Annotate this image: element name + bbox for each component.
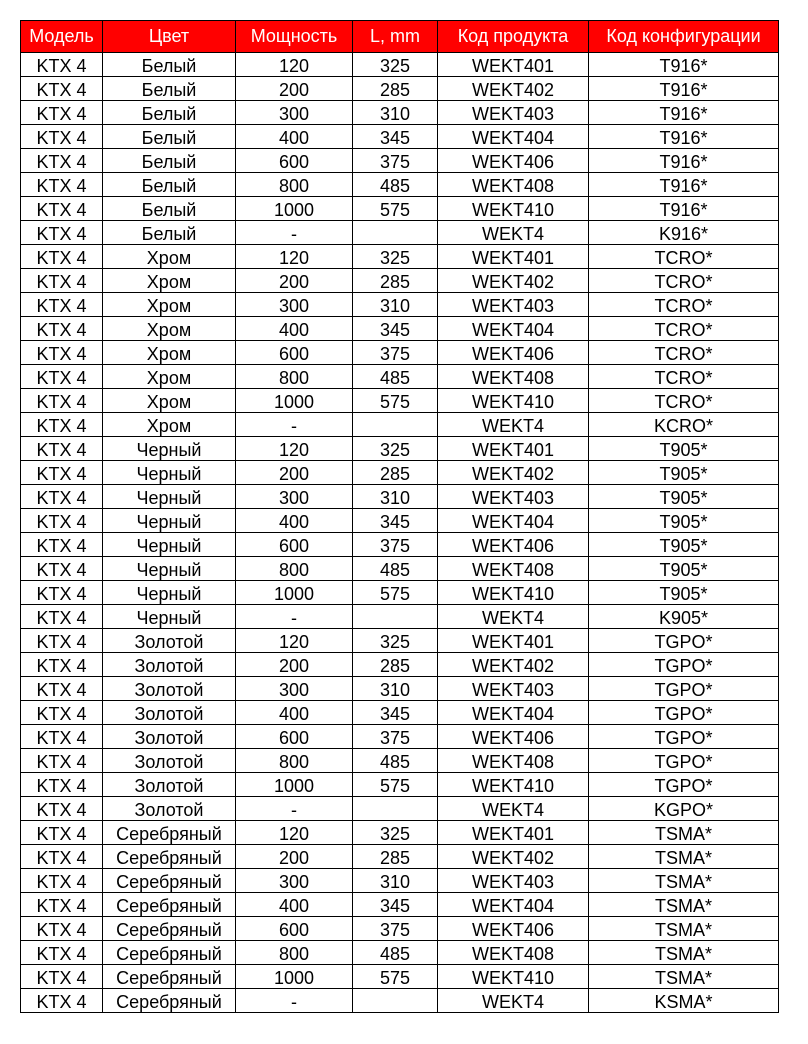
cell-color: Золотой <box>103 629 236 653</box>
cell-config-code: TCRO* <box>589 389 779 413</box>
table-row <box>21 245 779 269</box>
cell-color: Хром <box>103 293 236 317</box>
cell-color: Белый <box>103 53 236 77</box>
cell-length: 485 <box>353 941 438 965</box>
cell-power: 800 <box>236 365 353 389</box>
table-row <box>21 605 779 629</box>
cell-config-code: TGPO* <box>589 725 779 749</box>
cell-product-code: WEKT403 <box>438 677 589 701</box>
cell-config-code: TGPO* <box>589 701 779 725</box>
table-row <box>21 461 779 485</box>
cell-color: Белый <box>103 221 236 245</box>
table-row <box>21 533 779 557</box>
table-row <box>21 389 779 413</box>
cell-config-code: KGPO* <box>589 797 779 821</box>
cell-product-code: WEKT4 <box>438 605 589 629</box>
cell-color: Серебряный <box>103 941 236 965</box>
cell-product-code: WEKT404 <box>438 125 589 149</box>
cell-color: Серебряный <box>103 821 236 845</box>
cell-power: 120 <box>236 629 353 653</box>
cell-length: 345 <box>353 701 438 725</box>
cell-model: KTX 4 <box>21 413 103 437</box>
cell-config-code: TGPO* <box>589 629 779 653</box>
cell-model: KTX 4 <box>21 725 103 749</box>
cell-model: KTX 4 <box>21 149 103 173</box>
cell-config-code: T905* <box>589 509 779 533</box>
table-body <box>21 53 779 1013</box>
cell-length: 575 <box>353 965 438 989</box>
cell-power: 800 <box>236 749 353 773</box>
cell-power: 300 <box>236 101 353 125</box>
cell-config-code: TSMA* <box>589 941 779 965</box>
cell-model: KTX 4 <box>21 917 103 941</box>
table-row <box>21 413 779 437</box>
cell-length <box>353 989 438 1013</box>
cell-product-code: WEKT406 <box>438 149 589 173</box>
cell-color: Черный <box>103 509 236 533</box>
cell-model: KTX 4 <box>21 173 103 197</box>
cell-product-code: WEKT404 <box>438 317 589 341</box>
cell-length <box>353 221 438 245</box>
cell-product-code: WEKT408 <box>438 173 589 197</box>
cell-color: Серебряный <box>103 989 236 1013</box>
table-row <box>21 269 779 293</box>
cell-power: - <box>236 413 353 437</box>
cell-length <box>353 605 438 629</box>
product-sheet <box>20 20 778 1013</box>
cell-model: KTX 4 <box>21 509 103 533</box>
table-row <box>21 509 779 533</box>
cell-config-code: TGPO* <box>589 653 779 677</box>
cell-model: KTX 4 <box>21 653 103 677</box>
cell-color: Белый <box>103 101 236 125</box>
table-row <box>21 797 779 821</box>
cell-model: KTX 4 <box>21 437 103 461</box>
table-row <box>21 365 779 389</box>
cell-model: KTX 4 <box>21 53 103 77</box>
cell-color: Белый <box>103 149 236 173</box>
cell-length: 285 <box>353 653 438 677</box>
cell-model: KTX 4 <box>21 845 103 869</box>
table-row <box>21 77 779 101</box>
cell-model: KTX 4 <box>21 629 103 653</box>
cell-length: 285 <box>353 461 438 485</box>
cell-power: 400 <box>236 125 353 149</box>
cell-power: 200 <box>236 77 353 101</box>
cell-product-code: WEKT406 <box>438 341 589 365</box>
cell-model: KTX 4 <box>21 773 103 797</box>
cell-color: Черный <box>103 485 236 509</box>
cell-product-code: WEKT404 <box>438 893 589 917</box>
cell-model: KTX 4 <box>21 749 103 773</box>
cell-color: Черный <box>103 461 236 485</box>
cell-power: 600 <box>236 149 353 173</box>
cell-product-code: WEKT401 <box>438 245 589 269</box>
cell-color: Белый <box>103 197 236 221</box>
cell-power: 120 <box>236 245 353 269</box>
cell-color: Хром <box>103 317 236 341</box>
cell-power: 800 <box>236 173 353 197</box>
table-row <box>21 941 779 965</box>
table-row <box>21 485 779 509</box>
cell-length: 325 <box>353 629 438 653</box>
cell-length: 485 <box>353 749 438 773</box>
cell-power: 300 <box>236 677 353 701</box>
cell-color: Золотой <box>103 773 236 797</box>
cell-product-code: WEKT408 <box>438 365 589 389</box>
cell-length: 575 <box>353 389 438 413</box>
table-row <box>21 197 779 221</box>
cell-length: 575 <box>353 581 438 605</box>
cell-power: 1000 <box>236 773 353 797</box>
cell-product-code: WEKT403 <box>438 869 589 893</box>
cell-length: 285 <box>353 845 438 869</box>
cell-config-code: T916* <box>589 125 779 149</box>
cell-power: - <box>236 797 353 821</box>
header-product-code: Код продукта <box>438 21 589 53</box>
cell-model: KTX 4 <box>21 221 103 245</box>
cell-color: Серебряный <box>103 965 236 989</box>
table-row <box>21 653 779 677</box>
cell-config-code: T905* <box>589 533 779 557</box>
cell-power: 200 <box>236 653 353 677</box>
cell-config-code: TSMA* <box>589 917 779 941</box>
cell-model: KTX 4 <box>21 77 103 101</box>
cell-model: KTX 4 <box>21 365 103 389</box>
cell-product-code: WEKT408 <box>438 557 589 581</box>
table-row <box>21 869 779 893</box>
cell-power: 600 <box>236 533 353 557</box>
cell-product-code: WEKT406 <box>438 917 589 941</box>
cell-length: 310 <box>353 677 438 701</box>
header-row <box>21 21 779 53</box>
cell-config-code: KCRO* <box>589 413 779 437</box>
cell-config-code: TSMA* <box>589 869 779 893</box>
cell-length: 375 <box>353 341 438 365</box>
cell-length: 325 <box>353 437 438 461</box>
cell-product-code: WEKT402 <box>438 461 589 485</box>
cell-model: KTX 4 <box>21 533 103 557</box>
cell-color: Хром <box>103 365 236 389</box>
cell-product-code: WEKT4 <box>438 797 589 821</box>
cell-product-code: WEKT406 <box>438 725 589 749</box>
cell-model: KTX 4 <box>21 581 103 605</box>
cell-length: 325 <box>353 245 438 269</box>
cell-model: KTX 4 <box>21 941 103 965</box>
cell-model: KTX 4 <box>21 197 103 221</box>
cell-product-code: WEKT403 <box>438 485 589 509</box>
cell-color: Хром <box>103 341 236 365</box>
cell-length: 285 <box>353 269 438 293</box>
cell-color: Хром <box>103 413 236 437</box>
cell-length: 375 <box>353 917 438 941</box>
cell-color: Золотой <box>103 749 236 773</box>
cell-color: Серебряный <box>103 869 236 893</box>
cell-product-code: WEKT401 <box>438 629 589 653</box>
cell-config-code: TSMA* <box>589 965 779 989</box>
cell-color: Белый <box>103 125 236 149</box>
cell-config-code: T916* <box>589 173 779 197</box>
cell-power: 1000 <box>236 581 353 605</box>
cell-color: Серебряный <box>103 893 236 917</box>
cell-config-code: T905* <box>589 485 779 509</box>
table-row <box>21 749 779 773</box>
cell-length: 375 <box>353 149 438 173</box>
table-row <box>21 629 779 653</box>
cell-color: Черный <box>103 533 236 557</box>
cell-config-code: TCRO* <box>589 269 779 293</box>
cell-config-code: T905* <box>589 461 779 485</box>
cell-color: Хром <box>103 269 236 293</box>
cell-product-code: WEKT4 <box>438 989 589 1013</box>
cell-model: KTX 4 <box>21 677 103 701</box>
table-row <box>21 917 779 941</box>
table-row <box>21 845 779 869</box>
table-row <box>21 53 779 77</box>
cell-product-code: WEKT4 <box>438 221 589 245</box>
table-row <box>21 173 779 197</box>
cell-power: 120 <box>236 821 353 845</box>
cell-config-code: TCRO* <box>589 341 779 365</box>
cell-config-code: T916* <box>589 197 779 221</box>
cell-product-code: WEKT406 <box>438 533 589 557</box>
cell-power: 120 <box>236 53 353 77</box>
cell-config-code: TSMA* <box>589 821 779 845</box>
cell-product-code: WEKT4 <box>438 413 589 437</box>
cell-product-code: WEKT408 <box>438 749 589 773</box>
cell-model: KTX 4 <box>21 485 103 509</box>
cell-model: KTX 4 <box>21 989 103 1013</box>
cell-model: KTX 4 <box>21 101 103 125</box>
table-row <box>21 773 779 797</box>
table-row <box>21 317 779 341</box>
cell-model: KTX 4 <box>21 293 103 317</box>
cell-product-code: WEKT410 <box>438 581 589 605</box>
cell-config-code: TCRO* <box>589 365 779 389</box>
cell-config-code: TCRO* <box>589 317 779 341</box>
cell-config-code: TCRO* <box>589 245 779 269</box>
cell-model: KTX 4 <box>21 869 103 893</box>
cell-config-code: TGPO* <box>589 677 779 701</box>
cell-power: 1000 <box>236 197 353 221</box>
table-row <box>21 701 779 725</box>
cell-power: 1000 <box>236 389 353 413</box>
cell-product-code: WEKT402 <box>438 77 589 101</box>
cell-length: 325 <box>353 53 438 77</box>
cell-product-code: WEKT410 <box>438 197 589 221</box>
cell-power: 300 <box>236 869 353 893</box>
cell-model: KTX 4 <box>21 965 103 989</box>
header-color: Цвет <box>103 21 236 53</box>
cell-color: Золотой <box>103 701 236 725</box>
cell-length: 325 <box>353 821 438 845</box>
table-row <box>21 965 779 989</box>
cell-length: 310 <box>353 293 438 317</box>
cell-color: Золотой <box>103 677 236 701</box>
cell-color: Черный <box>103 437 236 461</box>
cell-length: 485 <box>353 557 438 581</box>
cell-model: KTX 4 <box>21 269 103 293</box>
cell-config-code: K916* <box>589 221 779 245</box>
cell-model: KTX 4 <box>21 797 103 821</box>
cell-length: 310 <box>353 101 438 125</box>
table-row <box>21 581 779 605</box>
cell-color: Черный <box>103 581 236 605</box>
cell-color: Золотой <box>103 725 236 749</box>
cell-config-code: T905* <box>589 557 779 581</box>
cell-model: KTX 4 <box>21 125 103 149</box>
header-model: Модель <box>21 21 103 53</box>
cell-config-code: T916* <box>589 77 779 101</box>
cell-length: 345 <box>353 125 438 149</box>
cell-product-code: WEKT401 <box>438 821 589 845</box>
cell-length: 575 <box>353 773 438 797</box>
cell-power: 200 <box>236 845 353 869</box>
table-row <box>21 101 779 125</box>
cell-model: KTX 4 <box>21 821 103 845</box>
cell-config-code: T905* <box>589 437 779 461</box>
cell-length: 310 <box>353 869 438 893</box>
table-row <box>21 341 779 365</box>
cell-config-code: T916* <box>589 53 779 77</box>
cell-length: 345 <box>353 317 438 341</box>
cell-length: 485 <box>353 173 438 197</box>
cell-product-code: WEKT402 <box>438 845 589 869</box>
cell-product-code: WEKT401 <box>438 53 589 77</box>
cell-color: Хром <box>103 245 236 269</box>
cell-power: 600 <box>236 341 353 365</box>
cell-length <box>353 413 438 437</box>
cell-product-code: WEKT408 <box>438 941 589 965</box>
cell-length <box>353 797 438 821</box>
cell-power: 800 <box>236 557 353 581</box>
cell-config-code: TSMA* <box>589 845 779 869</box>
cell-power: 400 <box>236 317 353 341</box>
cell-power: 600 <box>236 917 353 941</box>
cell-config-code: TCRO* <box>589 293 779 317</box>
header-power: Мощность <box>236 21 353 53</box>
cell-product-code: WEKT403 <box>438 293 589 317</box>
cell-config-code: TGPO* <box>589 749 779 773</box>
cell-length: 345 <box>353 893 438 917</box>
cell-power: 400 <box>236 509 353 533</box>
cell-power: 1000 <box>236 965 353 989</box>
cell-config-code: T916* <box>589 101 779 125</box>
cell-product-code: WEKT410 <box>438 965 589 989</box>
table-row <box>21 893 779 917</box>
cell-model: KTX 4 <box>21 605 103 629</box>
cell-model: KTX 4 <box>21 317 103 341</box>
cell-color: Серебряный <box>103 917 236 941</box>
table-header <box>21 21 779 53</box>
cell-length: 285 <box>353 77 438 101</box>
cell-power: 400 <box>236 701 353 725</box>
table-row <box>21 989 779 1013</box>
cell-length: 310 <box>353 485 438 509</box>
cell-product-code: WEKT401 <box>438 437 589 461</box>
cell-product-code: WEKT403 <box>438 101 589 125</box>
cell-color: Хром <box>103 389 236 413</box>
cell-power: 200 <box>236 461 353 485</box>
cell-product-code: WEKT402 <box>438 269 589 293</box>
cell-power: 400 <box>236 893 353 917</box>
cell-color: Золотой <box>103 653 236 677</box>
table-row <box>21 293 779 317</box>
table-row <box>21 221 779 245</box>
cell-power: 300 <box>236 485 353 509</box>
cell-power: - <box>236 605 353 629</box>
cell-power: 600 <box>236 725 353 749</box>
table-row <box>21 677 779 701</box>
table-row <box>21 125 779 149</box>
cell-config-code: KSMA* <box>589 989 779 1013</box>
table-row <box>21 725 779 749</box>
cell-model: KTX 4 <box>21 701 103 725</box>
cell-length: 375 <box>353 533 438 557</box>
cell-config-code: K905* <box>589 605 779 629</box>
cell-product-code: WEKT410 <box>438 773 589 797</box>
cell-product-code: WEKT402 <box>438 653 589 677</box>
cell-product-code: WEKT404 <box>438 509 589 533</box>
cell-config-code: T905* <box>589 581 779 605</box>
product-table <box>20 20 779 1013</box>
cell-length: 375 <box>353 725 438 749</box>
cell-model: KTX 4 <box>21 461 103 485</box>
cell-length: 485 <box>353 365 438 389</box>
cell-color: Серебряный <box>103 845 236 869</box>
cell-power: 200 <box>236 269 353 293</box>
cell-power: - <box>236 221 353 245</box>
cell-config-code: TGPO* <box>589 773 779 797</box>
cell-config-code: T916* <box>589 149 779 173</box>
header-config-code: Код конфигурации <box>589 21 779 53</box>
cell-color: Черный <box>103 557 236 581</box>
cell-length: 345 <box>353 509 438 533</box>
cell-power: 120 <box>236 437 353 461</box>
cell-model: KTX 4 <box>21 389 103 413</box>
table-row <box>21 437 779 461</box>
table-row <box>21 821 779 845</box>
cell-model: KTX 4 <box>21 245 103 269</box>
cell-color: Белый <box>103 77 236 101</box>
cell-power: - <box>236 989 353 1013</box>
cell-color: Золотой <box>103 797 236 821</box>
cell-power: 300 <box>236 293 353 317</box>
cell-product-code: WEKT410 <box>438 389 589 413</box>
cell-color: Черный <box>103 605 236 629</box>
cell-model: KTX 4 <box>21 557 103 581</box>
cell-length: 575 <box>353 197 438 221</box>
cell-product-code: WEKT404 <box>438 701 589 725</box>
table-row <box>21 149 779 173</box>
table-row <box>21 557 779 581</box>
cell-power: 800 <box>236 941 353 965</box>
cell-model: KTX 4 <box>21 893 103 917</box>
header-length: L, mm <box>353 21 438 53</box>
cell-model: KTX 4 <box>21 341 103 365</box>
cell-color: Белый <box>103 173 236 197</box>
cell-config-code: TSMA* <box>589 893 779 917</box>
